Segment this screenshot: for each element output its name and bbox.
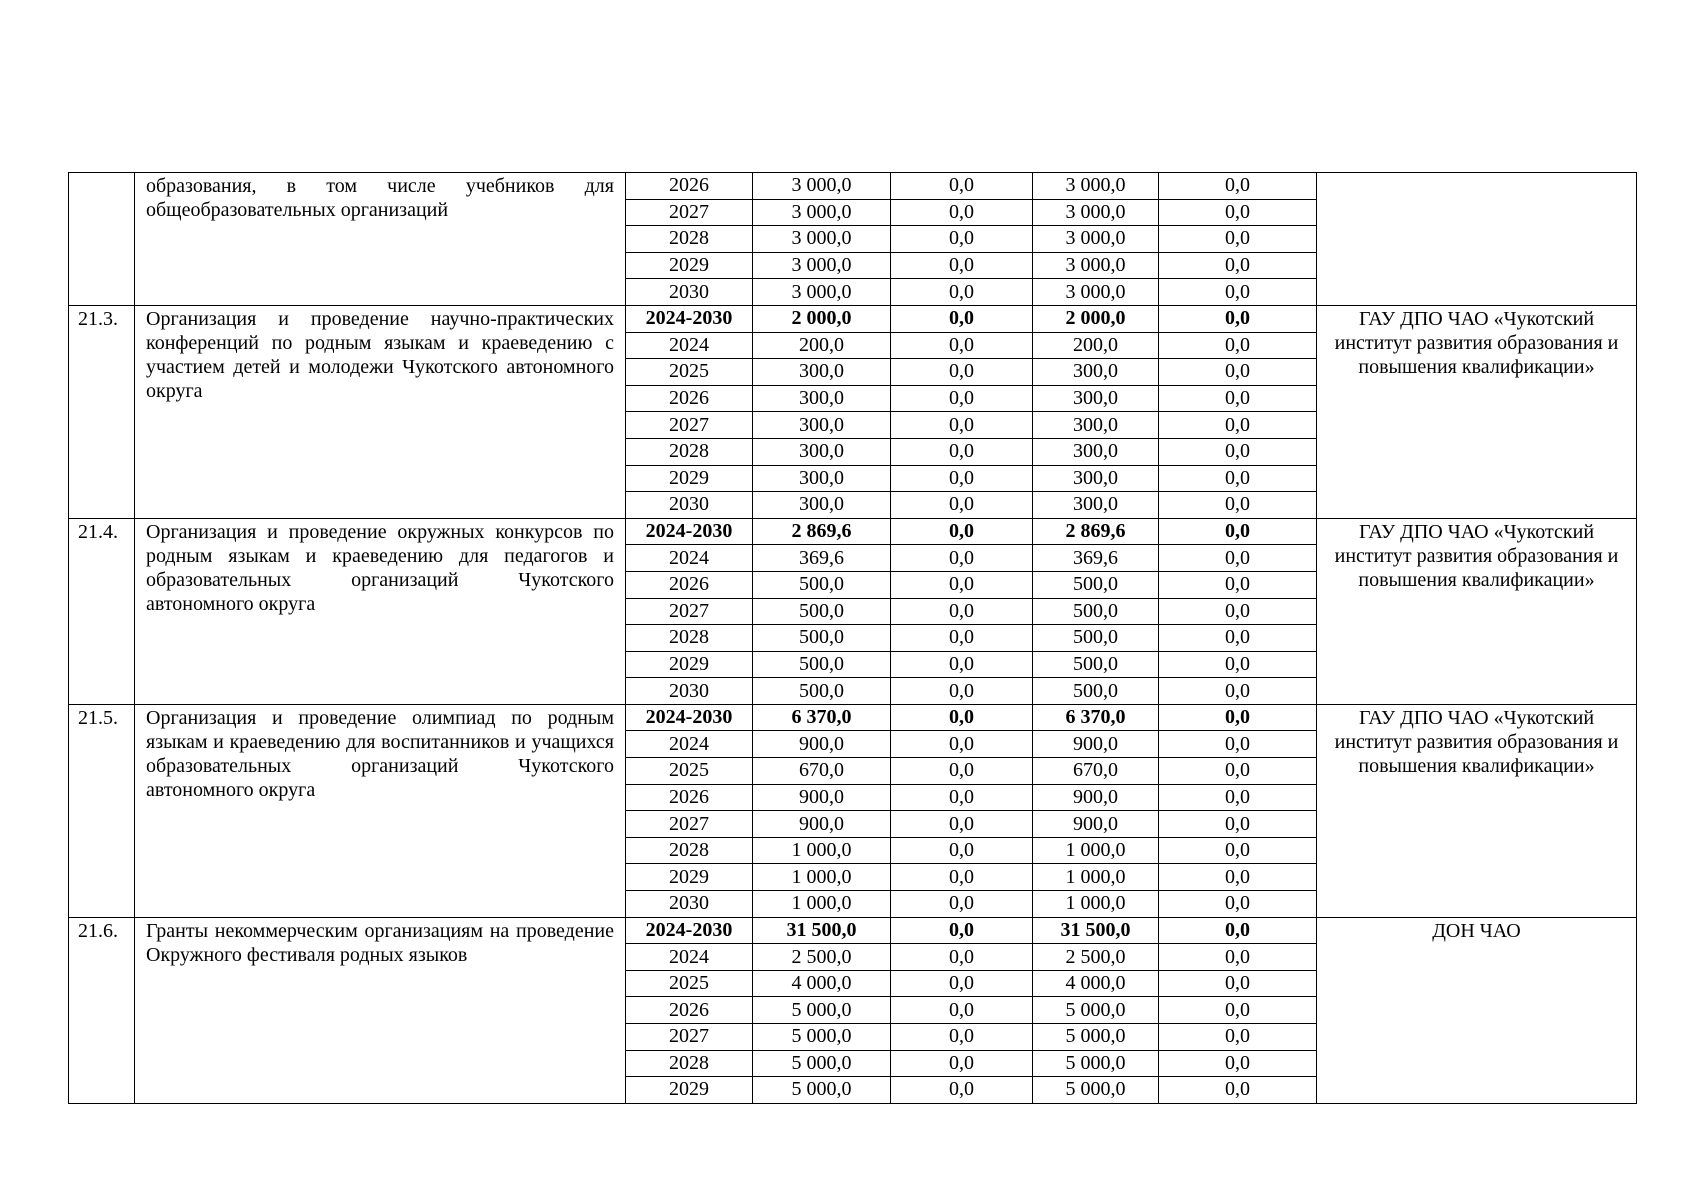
period-cell: 2024 bbox=[626, 944, 753, 971]
amount-cell-2: 1 000,0 bbox=[1033, 864, 1159, 891]
period-cell: 2027 bbox=[626, 412, 753, 439]
period-cell: 2024-2030 bbox=[626, 704, 753, 731]
amount-cell-2: 300,0 bbox=[1033, 359, 1159, 386]
amount-cell-1: 0,0 bbox=[891, 864, 1033, 891]
item-number: 21.3. bbox=[69, 305, 135, 518]
total-amount-cell: 200,0 bbox=[753, 332, 891, 359]
amount-cell-2: 2 869,6 bbox=[1033, 518, 1159, 545]
amount-cell-2: 500,0 bbox=[1033, 678, 1159, 705]
total-amount-cell: 5 000,0 bbox=[753, 997, 891, 1024]
amount-cell-2: 31 500,0 bbox=[1033, 917, 1159, 944]
amount-cell-3: 0,0 bbox=[1159, 492, 1317, 519]
amount-cell-2: 2 500,0 bbox=[1033, 944, 1159, 971]
amount-cell-1: 0,0 bbox=[891, 1050, 1033, 1077]
amount-cell-2: 200,0 bbox=[1033, 332, 1159, 359]
period-cell: 2026 bbox=[626, 173, 753, 200]
period-cell: 2027 bbox=[626, 811, 753, 838]
period-cell: 2029 bbox=[626, 651, 753, 678]
table-row bbox=[69, 173, 1637, 200]
period-cell: 2027 bbox=[626, 199, 753, 226]
amount-cell-3: 0,0 bbox=[1159, 518, 1317, 545]
total-amount-cell: 5 000,0 bbox=[753, 1050, 891, 1077]
amount-cell-2: 900,0 bbox=[1033, 731, 1159, 758]
executor-cell bbox=[1317, 173, 1637, 306]
period-cell: 2030 bbox=[626, 678, 753, 705]
period-cell: 2028 bbox=[626, 837, 753, 864]
total-amount-cell: 300,0 bbox=[753, 359, 891, 386]
amount-cell-3: 0,0 bbox=[1159, 758, 1317, 785]
amount-cell-2: 4 000,0 bbox=[1033, 970, 1159, 997]
period-cell: 2026 bbox=[626, 784, 753, 811]
amount-cell-3: 0,0 bbox=[1159, 279, 1317, 306]
budget-table-body bbox=[69, 173, 1637, 1104]
amount-cell-1: 0,0 bbox=[891, 625, 1033, 652]
amount-cell-1: 0,0 bbox=[891, 1024, 1033, 1051]
amount-cell-2: 670,0 bbox=[1033, 758, 1159, 785]
amount-cell-1: 0,0 bbox=[891, 651, 1033, 678]
item-description: Организация и проведение научно-практических конференций по родным языкам и краеведению с участием детей и молодежи Чукотского автономного округа bbox=[135, 305, 626, 518]
amount-cell-3: 0,0 bbox=[1159, 731, 1317, 758]
period-cell: 2024-2030 bbox=[626, 305, 753, 332]
amount-cell-2: 5 000,0 bbox=[1033, 997, 1159, 1024]
amount-cell-1: 0,0 bbox=[891, 359, 1033, 386]
amount-cell-3: 0,0 bbox=[1159, 1024, 1317, 1051]
executor-cell: ГАУ ДПО ЧАО «Чукотский институт развития образования и повышения квалификации» bbox=[1317, 305, 1637, 518]
amount-cell-1: 0,0 bbox=[891, 784, 1033, 811]
total-amount-cell: 1 000,0 bbox=[753, 837, 891, 864]
amount-cell-1: 0,0 bbox=[891, 678, 1033, 705]
amount-cell-1: 0,0 bbox=[891, 891, 1033, 918]
period-cell: 2030 bbox=[626, 279, 753, 306]
total-amount-cell: 500,0 bbox=[753, 625, 891, 652]
amount-cell-3: 0,0 bbox=[1159, 678, 1317, 705]
amount-cell-1: 0,0 bbox=[891, 917, 1033, 944]
period-cell: 2024 bbox=[626, 332, 753, 359]
amount-cell-2: 300,0 bbox=[1033, 438, 1159, 465]
amount-cell-1: 0,0 bbox=[891, 598, 1033, 625]
amount-cell-3: 0,0 bbox=[1159, 173, 1317, 200]
amount-cell-3: 0,0 bbox=[1159, 651, 1317, 678]
amount-cell-3: 0,0 bbox=[1159, 784, 1317, 811]
total-amount-cell: 1 000,0 bbox=[753, 864, 891, 891]
total-amount-cell: 3 000,0 bbox=[753, 199, 891, 226]
amount-cell-3: 0,0 bbox=[1159, 226, 1317, 253]
amount-cell-3: 0,0 bbox=[1159, 545, 1317, 572]
total-amount-cell: 3 000,0 bbox=[753, 173, 891, 200]
period-cell: 2025 bbox=[626, 970, 753, 997]
amount-cell-3: 0,0 bbox=[1159, 997, 1317, 1024]
total-amount-cell: 3 000,0 bbox=[753, 226, 891, 253]
total-amount-cell: 500,0 bbox=[753, 678, 891, 705]
table-row bbox=[69, 305, 1637, 332]
amount-cell-3: 0,0 bbox=[1159, 811, 1317, 838]
total-amount-cell: 2 869,6 bbox=[753, 518, 891, 545]
period-cell: 2029 bbox=[626, 1077, 753, 1104]
total-amount-cell: 300,0 bbox=[753, 465, 891, 492]
total-amount-cell: 500,0 bbox=[753, 598, 891, 625]
total-amount-cell: 2 000,0 bbox=[753, 305, 891, 332]
period-cell: 2028 bbox=[626, 1050, 753, 1077]
amount-cell-3: 0,0 bbox=[1159, 465, 1317, 492]
amount-cell-3: 0,0 bbox=[1159, 252, 1317, 279]
amount-cell-2: 369,6 bbox=[1033, 545, 1159, 572]
amount-cell-2: 300,0 bbox=[1033, 465, 1159, 492]
period-cell: 2025 bbox=[626, 758, 753, 785]
amount-cell-3: 0,0 bbox=[1159, 1050, 1317, 1077]
item-number: 21.4. bbox=[69, 518, 135, 704]
item-number bbox=[69, 173, 135, 306]
amount-cell-1: 0,0 bbox=[891, 252, 1033, 279]
amount-cell-1: 0,0 bbox=[891, 518, 1033, 545]
amount-cell-1: 0,0 bbox=[891, 997, 1033, 1024]
period-cell: 2029 bbox=[626, 864, 753, 891]
amount-cell-2: 1 000,0 bbox=[1033, 837, 1159, 864]
amount-cell-1: 0,0 bbox=[891, 571, 1033, 598]
budget-table bbox=[68, 172, 1637, 1104]
period-cell: 2026 bbox=[626, 385, 753, 412]
amount-cell-3: 0,0 bbox=[1159, 864, 1317, 891]
total-amount-cell: 3 000,0 bbox=[753, 279, 891, 306]
period-cell: 2028 bbox=[626, 226, 753, 253]
amount-cell-2: 500,0 bbox=[1033, 571, 1159, 598]
amount-cell-1: 0,0 bbox=[891, 758, 1033, 785]
amount-cell-2: 5 000,0 bbox=[1033, 1050, 1159, 1077]
total-amount-cell: 369,6 bbox=[753, 545, 891, 572]
amount-cell-1: 0,0 bbox=[891, 332, 1033, 359]
amount-cell-3: 0,0 bbox=[1159, 385, 1317, 412]
amount-cell-3: 0,0 bbox=[1159, 944, 1317, 971]
total-amount-cell: 900,0 bbox=[753, 784, 891, 811]
amount-cell-1: 0,0 bbox=[891, 438, 1033, 465]
amount-cell-2: 3 000,0 bbox=[1033, 279, 1159, 306]
amount-cell-1: 0,0 bbox=[891, 837, 1033, 864]
period-cell: 2029 bbox=[626, 252, 753, 279]
amount-cell-3: 0,0 bbox=[1159, 305, 1317, 332]
period-cell: 2024-2030 bbox=[626, 518, 753, 545]
item-description: образования, в том числе учебников для общеобразовательных организаций bbox=[135, 173, 626, 306]
amount-cell-3: 0,0 bbox=[1159, 332, 1317, 359]
total-amount-cell: 500,0 bbox=[753, 571, 891, 598]
total-amount-cell: 500,0 bbox=[753, 651, 891, 678]
amount-cell-3: 0,0 bbox=[1159, 412, 1317, 439]
amount-cell-3: 0,0 bbox=[1159, 571, 1317, 598]
total-amount-cell: 1 000,0 bbox=[753, 891, 891, 918]
amount-cell-2: 900,0 bbox=[1033, 784, 1159, 811]
amount-cell-2: 300,0 bbox=[1033, 412, 1159, 439]
amount-cell-1: 0,0 bbox=[891, 492, 1033, 519]
period-cell: 2026 bbox=[626, 997, 753, 1024]
amount-cell-1: 0,0 bbox=[891, 704, 1033, 731]
amount-cell-3: 0,0 bbox=[1159, 598, 1317, 625]
amount-cell-1: 0,0 bbox=[891, 412, 1033, 439]
amount-cell-2: 3 000,0 bbox=[1033, 199, 1159, 226]
amount-cell-1: 0,0 bbox=[891, 226, 1033, 253]
amount-cell-3: 0,0 bbox=[1159, 625, 1317, 652]
table-row bbox=[69, 518, 1637, 545]
period-cell: 2024-2030 bbox=[626, 917, 753, 944]
amount-cell-3: 0,0 bbox=[1159, 837, 1317, 864]
amount-cell-2: 900,0 bbox=[1033, 811, 1159, 838]
period-cell: 2024 bbox=[626, 545, 753, 572]
total-amount-cell: 5 000,0 bbox=[753, 1024, 891, 1051]
amount-cell-1: 0,0 bbox=[891, 811, 1033, 838]
table-row bbox=[69, 704, 1637, 731]
total-amount-cell: 300,0 bbox=[753, 412, 891, 439]
total-amount-cell: 900,0 bbox=[753, 811, 891, 838]
total-amount-cell: 5 000,0 bbox=[753, 1077, 891, 1104]
period-cell: 2028 bbox=[626, 625, 753, 652]
period-cell: 2030 bbox=[626, 492, 753, 519]
amount-cell-3: 0,0 bbox=[1159, 438, 1317, 465]
table-row bbox=[69, 917, 1637, 944]
amount-cell-1: 0,0 bbox=[891, 305, 1033, 332]
period-cell: 2028 bbox=[626, 438, 753, 465]
amount-cell-1: 0,0 bbox=[891, 1077, 1033, 1104]
amount-cell-2: 2 000,0 bbox=[1033, 305, 1159, 332]
total-amount-cell: 300,0 bbox=[753, 492, 891, 519]
total-amount-cell: 300,0 bbox=[753, 438, 891, 465]
executor-cell: ДОН ЧАО bbox=[1317, 917, 1637, 1103]
item-description: Гранты некоммерческим организациям на проведение Окружного фестиваля родных языков bbox=[135, 917, 626, 1103]
total-amount-cell: 6 370,0 bbox=[753, 704, 891, 731]
amount-cell-2: 5 000,0 bbox=[1033, 1077, 1159, 1104]
item-number: 21.5. bbox=[69, 704, 135, 917]
executor-cell: ГАУ ДПО ЧАО «Чукотский институт развития образования и повышения квалификации» bbox=[1317, 518, 1637, 704]
amount-cell-1: 0,0 bbox=[891, 944, 1033, 971]
period-cell: 2027 bbox=[626, 598, 753, 625]
item-description: Организация и проведение олимпиад по родным языкам и краеведению для воспитанников и учащихся образовательных организаций Чукотского автономного округа bbox=[135, 704, 626, 917]
item-description: Организация и проведение окружных конкурсов по родным языкам и краеведению для педагогов и образовательных организаций Чукотского автономного округа bbox=[135, 518, 626, 704]
item-number: 21.6. bbox=[69, 917, 135, 1103]
amount-cell-2: 3 000,0 bbox=[1033, 252, 1159, 279]
total-amount-cell: 4 000,0 bbox=[753, 970, 891, 997]
amount-cell-2: 500,0 bbox=[1033, 651, 1159, 678]
amount-cell-3: 0,0 bbox=[1159, 704, 1317, 731]
amount-cell-3: 0,0 bbox=[1159, 917, 1317, 944]
total-amount-cell: 2 500,0 bbox=[753, 944, 891, 971]
amount-cell-1: 0,0 bbox=[891, 970, 1033, 997]
total-amount-cell: 670,0 bbox=[753, 758, 891, 785]
total-amount-cell: 3 000,0 bbox=[753, 252, 891, 279]
period-cell: 2025 bbox=[626, 359, 753, 386]
executor-cell: ГАУ ДПО ЧАО «Чукотский институт развития образования и повышения квалификации» bbox=[1317, 704, 1637, 917]
amount-cell-1: 0,0 bbox=[891, 545, 1033, 572]
amount-cell-1: 0,0 bbox=[891, 279, 1033, 306]
amount-cell-1: 0,0 bbox=[891, 199, 1033, 226]
period-cell: 2026 bbox=[626, 571, 753, 598]
amount-cell-1: 0,0 bbox=[891, 465, 1033, 492]
period-cell: 2029 bbox=[626, 465, 753, 492]
amount-cell-2: 3 000,0 bbox=[1033, 173, 1159, 200]
period-cell: 2027 bbox=[626, 1024, 753, 1051]
amount-cell-2: 6 370,0 bbox=[1033, 704, 1159, 731]
amount-cell-2: 500,0 bbox=[1033, 625, 1159, 652]
amount-cell-2: 1 000,0 bbox=[1033, 891, 1159, 918]
period-cell: 2024 bbox=[626, 731, 753, 758]
total-amount-cell: 300,0 bbox=[753, 385, 891, 412]
total-amount-cell: 900,0 bbox=[753, 731, 891, 758]
amount-cell-3: 0,0 bbox=[1159, 1077, 1317, 1104]
amount-cell-3: 0,0 bbox=[1159, 359, 1317, 386]
amount-cell-2: 300,0 bbox=[1033, 492, 1159, 519]
period-cell: 2030 bbox=[626, 891, 753, 918]
amount-cell-3: 0,0 bbox=[1159, 199, 1317, 226]
amount-cell-2: 500,0 bbox=[1033, 598, 1159, 625]
total-amount-cell: 31 500,0 bbox=[753, 917, 891, 944]
amount-cell-3: 0,0 bbox=[1159, 891, 1317, 918]
amount-cell-2: 3 000,0 bbox=[1033, 226, 1159, 253]
amount-cell-1: 0,0 bbox=[891, 385, 1033, 412]
amount-cell-3: 0,0 bbox=[1159, 970, 1317, 997]
amount-cell-1: 0,0 bbox=[891, 731, 1033, 758]
amount-cell-1: 0,0 bbox=[891, 173, 1033, 200]
amount-cell-2: 300,0 bbox=[1033, 385, 1159, 412]
amount-cell-2: 5 000,0 bbox=[1033, 1024, 1159, 1051]
